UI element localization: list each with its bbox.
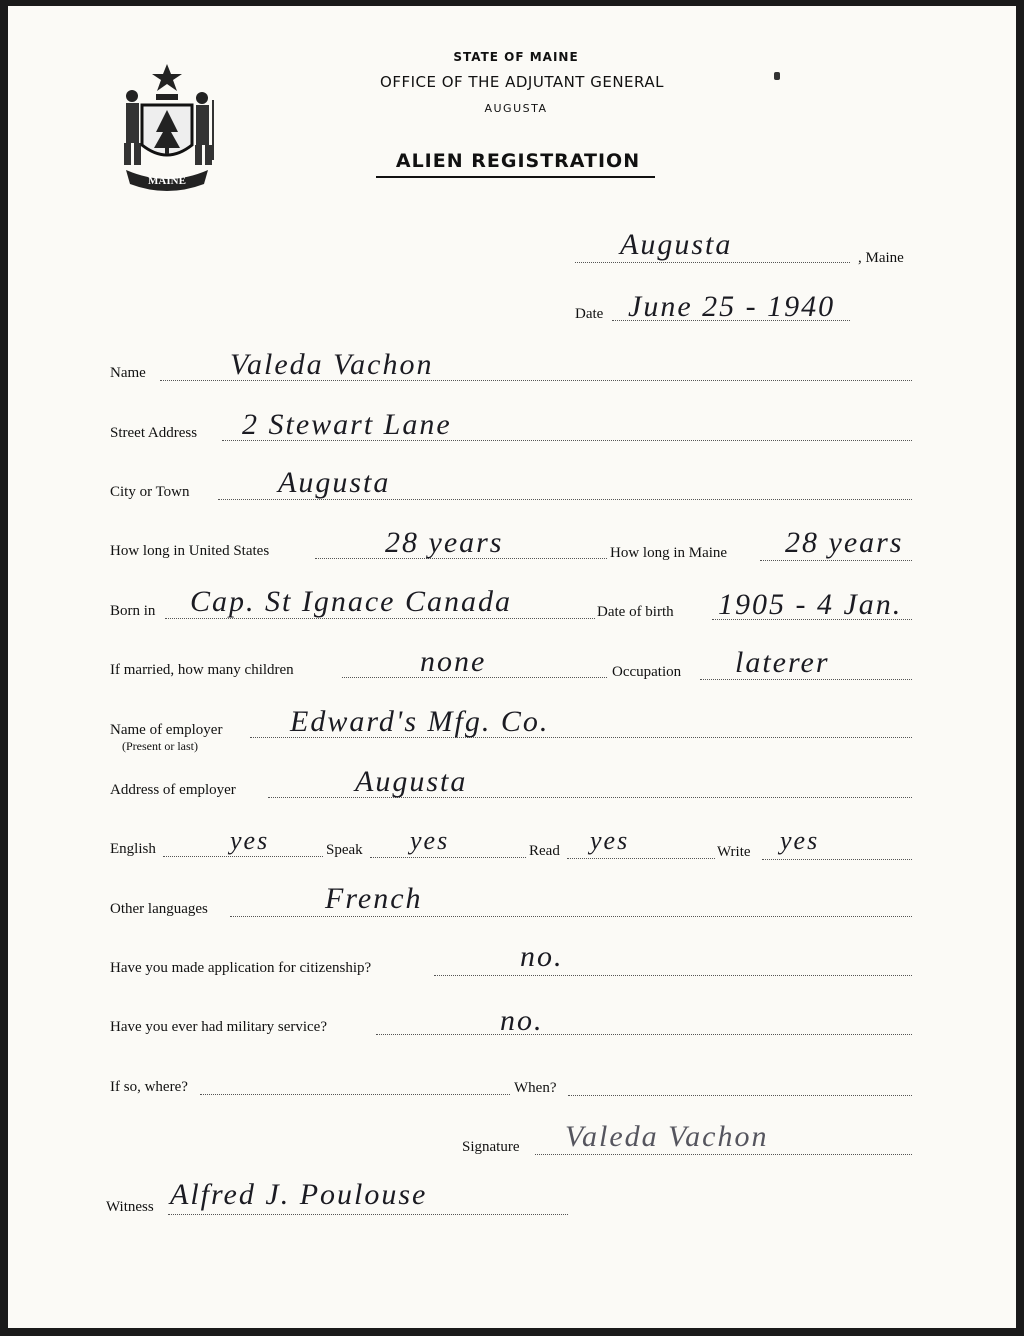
english-line	[163, 856, 323, 857]
date-entry: June 25 - 1940	[628, 290, 836, 323]
witness-entry: Alfred J. Poulouse	[170, 1178, 428, 1211]
maine-years-entry: 28 years	[785, 526, 904, 559]
city-label: City or Town	[110, 484, 190, 500]
header-state: STATE OF MAINE	[453, 50, 579, 64]
city-entry: Augusta	[278, 466, 391, 499]
speak-entry: yes	[410, 826, 450, 855]
dob-label: Date of birth	[597, 604, 674, 620]
header-city: AUGUSTA	[484, 102, 548, 115]
form-title: ALIEN REGISTRATION	[395, 150, 641, 172]
born-label: Born in	[110, 603, 156, 619]
other-languages-label: Other languages	[110, 901, 208, 917]
maine-label: , Maine	[858, 250, 904, 266]
english-label: English	[110, 841, 156, 857]
witness-label: Witness	[106, 1199, 154, 1215]
us-years-entry: 28 years	[385, 526, 504, 559]
where-line	[200, 1094, 510, 1095]
when-label: When?	[514, 1080, 557, 1096]
us-years-label: How long in United States	[110, 543, 270, 559]
signature-entry: Valeda Vachon	[565, 1120, 769, 1153]
speak-label: Speak	[326, 842, 363, 858]
employer-address-entry: Augusta	[355, 765, 468, 798]
employer-note: (Present or last)	[122, 739, 198, 753]
street-entry: 2 Stewart Lane	[242, 408, 452, 441]
military-label: Have you ever had military service?	[110, 1019, 327, 1035]
children-label: If married, how many children	[110, 662, 294, 678]
english-entry: yes	[230, 826, 270, 855]
speak-line	[370, 857, 526, 858]
date-label: Date	[575, 306, 604, 322]
occupation-entry: laterer	[735, 646, 830, 679]
occupation-label: Occupation	[612, 664, 682, 680]
witness-line	[168, 1214, 568, 1215]
employer-entry: Edward's Mfg. Co.	[290, 705, 550, 738]
maine-years-label: How long in Maine	[610, 545, 728, 561]
where-label: If so, where?	[110, 1079, 188, 1095]
write-line	[762, 859, 912, 860]
military-entry: no.	[500, 1004, 544, 1037]
seal-motto: MAINE	[148, 175, 186, 187]
document-page	[8, 6, 1016, 1328]
citizenship-line	[434, 975, 912, 976]
dob-entry: 1905 - 4 Jan.	[718, 588, 903, 621]
read-label: Read	[529, 843, 560, 859]
title-underline	[376, 176, 655, 178]
when-line	[568, 1095, 912, 1096]
citizenship-label: Have you made application for citizenship?	[110, 960, 372, 976]
children-entry: none	[420, 645, 487, 678]
write-entry: yes	[780, 826, 820, 855]
born-entry: Cap. St Ignace Canada	[190, 585, 512, 618]
read-entry: yes	[590, 826, 630, 855]
employer-address-label: Address of employer	[110, 782, 236, 798]
read-line	[567, 858, 715, 859]
street-label: Street Address	[110, 425, 198, 441]
employer-label: Name of employer	[110, 722, 223, 738]
town-line	[575, 262, 850, 263]
military-line	[376, 1034, 912, 1035]
name-entry: Valeda Vachon	[230, 348, 434, 381]
town-entry: Augusta	[620, 228, 733, 261]
name-label: Name	[110, 365, 146, 381]
maine-years-line	[760, 560, 912, 561]
signature-line	[535, 1154, 912, 1155]
signature-label: Signature	[462, 1139, 520, 1155]
other-languages-line	[230, 916, 912, 917]
write-label: Write	[717, 844, 751, 860]
header-office: OFFICE OF THE ADJUTANT GENERAL	[380, 73, 664, 91]
other-languages-entry: French	[325, 882, 423, 915]
citizenship-entry: no.	[520, 940, 564, 973]
